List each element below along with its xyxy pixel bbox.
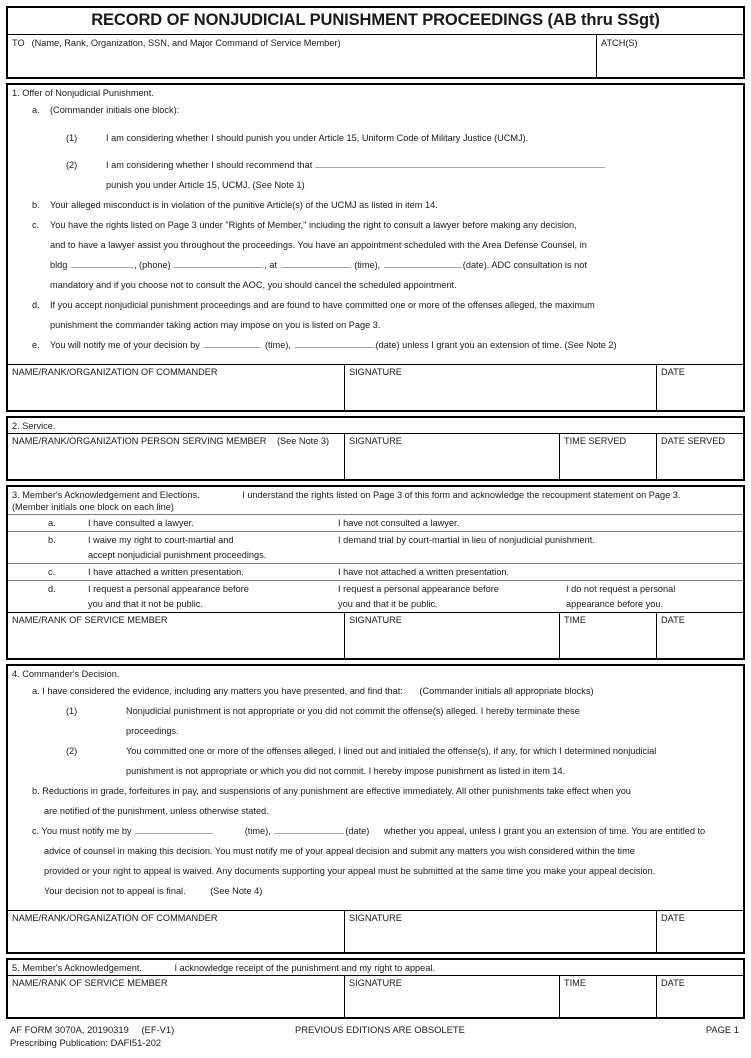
phone-input[interactable] (174, 258, 263, 268)
item-d-line2: punishment the commander taking action may impose on you is listed on Page 3. (50, 320, 381, 330)
item-b-line2: are notified of the punishment, unless otherwise stated. (44, 806, 269, 816)
signature-label: SIGNATURE (349, 436, 402, 446)
section-1-heading: 1. Offer of Nonjudicial Punishment. (12, 88, 154, 98)
election-b-option-1-text: I waive my right to court-martial and (88, 535, 234, 545)
election-d-option-2[interactable] (338, 581, 566, 612)
item-2-line2: punishment is not appropriate or which you did not commit. I hereby impose punishment as listed in item 14. (126, 766, 566, 776)
item-c-line3: provided or your right to appeal is waived. Any documents supporting your appeal must be submitted at the same time you make your appeal decision. (44, 866, 656, 876)
to-label: TO (12, 38, 25, 48)
item-d-marker: d. (32, 300, 40, 310)
item-c-line4: Your decision not to appeal is final. (44, 886, 186, 896)
section-2-service (6, 416, 745, 481)
item-c-line1-a: You must notify me by (41, 826, 132, 836)
signature-label: SIGNATURE (349, 615, 402, 625)
item-c-line1: You have the rights listed on Page 3 under "Rights of Member," including the right to consult a lawyer before making any decision, (50, 220, 577, 230)
section-5-signature-row (8, 975, 743, 1017)
date-label-e: (date) (375, 340, 400, 350)
addressee-row (6, 35, 745, 79)
section-1-item-e (8, 335, 743, 355)
footer-page-number: PAGE 1 (705, 1024, 739, 1035)
item-d-line1: If you accept nonjudicial punishment proceedings and are found to have committed one or more of the offenses alleged, the maximum (50, 300, 595, 310)
date-label-c4: (date) (345, 826, 370, 836)
serving-person-note: (See Note 3) (276, 436, 330, 446)
item-b-line1: Reductions in grade, forfeitures in pay, and suspensions of any punishment are effective immediately. All other punishments take effect when you (42, 786, 631, 796)
item-c-line4: mandatory and if you choose not to consult the AOC, you should cancel the scheduled appointment. (50, 280, 457, 290)
item-e-text-1: You will notify me of your decision by (50, 340, 200, 350)
item-a-marker: a. (32, 105, 40, 115)
date-label: DATE (661, 615, 685, 625)
bldg-label: bldg (50, 260, 68, 270)
member-name-label: NAME/RANK OF SERVICE MEMBER (12, 978, 168, 988)
appointment-time-input[interactable] (281, 258, 351, 268)
section-1-offer (6, 83, 745, 412)
election-d-marker: d. (48, 584, 56, 594)
footer-form-id-line (10, 1024, 174, 1035)
section-3-acknowledgement (6, 485, 745, 660)
footer-edition: (EF-V1) (141, 1024, 175, 1035)
item-c-line1-b: whether you appeal, unless I grant you an extension of time. You are entitled to (383, 826, 706, 836)
item-2-continued-text: punish you under Article 15, UCMJ. (See Note 1) (106, 180, 305, 190)
time-served-label: TIME SERVED (564, 436, 627, 446)
form-footer (6, 1024, 745, 1058)
section-4-item-1-line2 (8, 721, 743, 741)
to-field[interactable] (8, 35, 597, 77)
commander-date-cell[interactable] (657, 911, 743, 952)
section-4-item-c-line3 (8, 861, 743, 881)
serving-signature-cell[interactable] (345, 434, 560, 479)
date-label: DATE (661, 913, 685, 923)
section-1-item-c-line3 (8, 255, 743, 275)
commander-name-cell[interactable] (8, 911, 345, 952)
time-label-e: (time), (264, 340, 291, 350)
item-2-marker: (2) (66, 160, 78, 170)
section-3-heading (8, 487, 743, 502)
election-d-option-1-subtext: you and that it not be public. (88, 599, 203, 609)
section-1-item-2-continued (8, 175, 743, 195)
item-c-note: (See Note 4) (210, 886, 263, 896)
item-e-marker: e. (32, 340, 40, 350)
election-a-option-2-text: I have not consulted a lawyer. (338, 518, 460, 528)
election-d-option-1[interactable] (88, 581, 338, 612)
date-label: DATE (661, 367, 685, 377)
member-signature-cell[interactable] (345, 613, 560, 658)
election-a-option-2[interactable] (338, 515, 743, 531)
section-3-heading-text: 3. Member's Acknowledgement and Elections. (12, 490, 200, 500)
election-b-option-1-subtext: accept nonjudicial punishment proceedings. (88, 550, 267, 560)
election-b-option-2[interactable] (338, 532, 743, 563)
election-c-option-1[interactable] (88, 564, 338, 580)
date-served-cell[interactable] (657, 434, 743, 479)
election-d-option-1-text: I request a personal appearance before (88, 584, 249, 594)
footer-prescribing-publication: Prescribing Publication: DAFI51-202 (10, 1037, 162, 1048)
section-1-item-b (8, 195, 743, 215)
section-3-heading-note: I understand the rights listed on Page 3 of this form and acknowledge the recoupment statement on Page 3. (242, 490, 681, 500)
appointment-date-input[interactable] (384, 258, 462, 268)
election-row-d (8, 580, 743, 612)
election-d-option-3-subtext: appearance before you. (566, 599, 664, 609)
decision-date-input[interactable] (295, 338, 375, 348)
election-b-option-2-text: I demand trial by court-martial in lieu of nonjudicial punishment. (338, 535, 595, 545)
attachments-field[interactable] (597, 35, 743, 77)
election-c-option-2-text: I have not attached a written presentation. (338, 567, 510, 577)
section-4-item-2-line2 (8, 761, 743, 781)
item-b-text: Your alleged misconduct is in violation of the punitive Article(s) of the UCMJ as listed in item 14. (50, 200, 438, 210)
item-c-line2: and to have a lawyer assist you throughout the proceedings. You have an appointment scheduled with the Area Defense Counsel, in (50, 240, 587, 250)
page-title: RECORD OF NONJUDICIAL PUNISHMENT PROCEEDINGS (AB thru SSgt) (6, 6, 745, 35)
election-c-option-1-text: I have attached a written presentation. (88, 567, 244, 577)
item-c-line2: advice of counsel in making this decision. You must notify me of your appeal decision and submit any matters you wish considered within the time (44, 846, 635, 856)
election-a-option-1[interactable] (88, 515, 338, 531)
member-name-label: NAME/RANK OF SERVICE MEMBER (12, 615, 168, 625)
recommending-authority-blank[interactable] (315, 158, 605, 168)
time-label-c4: (time), (244, 826, 271, 836)
election-c-option-2[interactable] (338, 564, 743, 580)
signature-label: SIGNATURE (349, 913, 402, 923)
member-time-cell[interactable] (560, 976, 657, 1017)
time-label-c: (time), (354, 260, 381, 270)
appeal-time-input[interactable] (135, 824, 213, 834)
section-5-member-acknowledgement (6, 958, 745, 1019)
item-1-line1: Nonjudicial punishment is not appropriate or you did not commit the offense(s) alleged. I hereby terminate these (126, 706, 580, 716)
item-1-line2: proceedings. (126, 726, 179, 736)
section-1-item-c (8, 215, 743, 235)
section-1-item-c-line4 (8, 275, 743, 295)
section-4-item-2[interactable] (8, 741, 743, 761)
commander-signature-cell[interactable] (345, 365, 657, 410)
section-1-item-1[interactable] (8, 128, 743, 148)
election-d-option-2-text: I request a personal appearance before (338, 584, 499, 594)
time-label: TIME (564, 978, 586, 988)
signature-label: SIGNATURE (349, 367, 402, 377)
time-served-cell[interactable] (560, 434, 657, 479)
election-row-b (8, 531, 743, 563)
item-b-marker: b. (32, 200, 40, 210)
election-d-option-3[interactable] (566, 581, 743, 612)
commander-name-cell[interactable] (8, 365, 345, 410)
section-4-item-c (8, 821, 743, 841)
item-1-text: I am considering whether I should punish you under Article 15, Uniform Code of Military Justice (UCMJ). (106, 133, 529, 143)
date-label-c: (date). ADC consultation is not (462, 260, 587, 270)
election-d-option-2-subtext: you and that it be public. (338, 599, 438, 609)
section-5-heading-text: 5. Member's Acknowledgement. (12, 963, 142, 973)
section-3-subheading: (Member initials one block on each line) (12, 502, 174, 512)
election-row-c (8, 563, 743, 580)
time-label: TIME (564, 615, 586, 625)
item-2-line1: You committed one or more of the offenses alleged. I lined out and initialed the offense(s), if any, for which I determined nonjudicial (126, 746, 657, 756)
election-b-option-1[interactable] (88, 532, 338, 563)
commander-date-cell[interactable] (657, 365, 743, 410)
election-c-marker: c. (48, 567, 56, 577)
section-5-heading-note: I acknowledge receipt of the punishment and my right to appeal. (174, 963, 435, 973)
item-a-text: I have considered the evidence, including any matters you have presented, and find that: (42, 686, 403, 696)
decision-time-input[interactable] (203, 338, 261, 348)
section-1-signature-row (8, 364, 743, 410)
member-name-cell[interactable] (8, 613, 345, 658)
signature-label: SIGNATURE (349, 978, 402, 988)
section-4-item-c-line4 (8, 881, 743, 901)
election-row-a (8, 514, 743, 531)
atch-label: ATCH(S) (601, 38, 638, 48)
item-2-marker: (2) (66, 746, 78, 756)
section-1-item-a (8, 100, 743, 120)
bldg-input[interactable] (71, 258, 133, 268)
item-a-note: (Commander initials all appropriate blocks) (419, 686, 594, 696)
item-1-marker: (1) (66, 706, 78, 716)
section-1-item-c-line2 (8, 235, 743, 255)
member-signature-cell[interactable] (345, 976, 560, 1017)
section-1-item-2[interactable] (8, 155, 743, 175)
member-date-cell[interactable] (657, 976, 743, 1017)
date-served-label: DATE SERVED (661, 436, 725, 446)
item-2-text: I am considering whether I should recommend that (106, 160, 313, 170)
phone-label: , (phone) (133, 260, 171, 270)
commander-signature-cell[interactable] (345, 911, 657, 952)
section-2-signature-row (8, 433, 743, 479)
serving-person-label: NAME/RANK/ORGANIZATION PERSON SERVING MEMBER (12, 436, 267, 446)
section-3-signature-row (8, 612, 743, 658)
member-time-cell[interactable] (560, 613, 657, 658)
section-1-item-d-line2 (8, 315, 743, 335)
item-a-text: (Commander initials one block): (50, 105, 180, 115)
section-4-heading: 4. Commander's Decision. (12, 669, 120, 679)
section-5-heading (8, 960, 743, 975)
section-2-heading: 2. Service. (12, 421, 56, 431)
item-1-marker: (1) (66, 133, 78, 143)
election-d-option-3-text: I do not request a personal (566, 584, 676, 594)
section-4-commander-decision (6, 664, 745, 954)
date-label: DATE (661, 978, 685, 988)
item-e-text-2: unless I grant you an extension of time. (See Note 2) (402, 340, 617, 350)
item-b-marker: b. (32, 786, 40, 796)
at-label: , at (264, 260, 278, 270)
footer-obsolete-notice: PREVIOUS EDITIONS ARE OBSOLETE (295, 1024, 465, 1035)
section-4-item-a (8, 681, 743, 701)
item-c-marker: c. (32, 826, 40, 836)
to-description: (Name, Rank, Organization, SSN, and Major Command of Service Member) (31, 38, 341, 48)
appeal-date-input[interactable] (274, 824, 344, 834)
election-b-marker: b. (48, 535, 56, 545)
section-4-item-b (8, 781, 743, 801)
member-name-cell[interactable] (8, 976, 345, 1017)
election-a-marker: a. (48, 518, 56, 528)
serving-person-name-cell[interactable] (8, 434, 345, 479)
section-4-item-1[interactable] (8, 701, 743, 721)
item-c-marker: c. (32, 220, 40, 230)
commander-name-label: NAME/RANK/ORGANIZATION OF COMMANDER (12, 367, 218, 377)
member-date-cell[interactable] (657, 613, 743, 658)
section-4-signature-row (8, 910, 743, 952)
footer-form-id: AF FORM 3070A, 20190319 (10, 1024, 129, 1035)
section-1-item-d (8, 295, 743, 315)
commander-name-label: NAME/RANK/ORGANIZATION OF COMMANDER (12, 913, 218, 923)
item-a-marker: a. (32, 686, 40, 696)
election-a-option-1-text: I have consulted a lawyer. (88, 518, 194, 528)
section-4-item-b-line2 (8, 801, 743, 821)
section-4-item-c-line2 (8, 841, 743, 861)
